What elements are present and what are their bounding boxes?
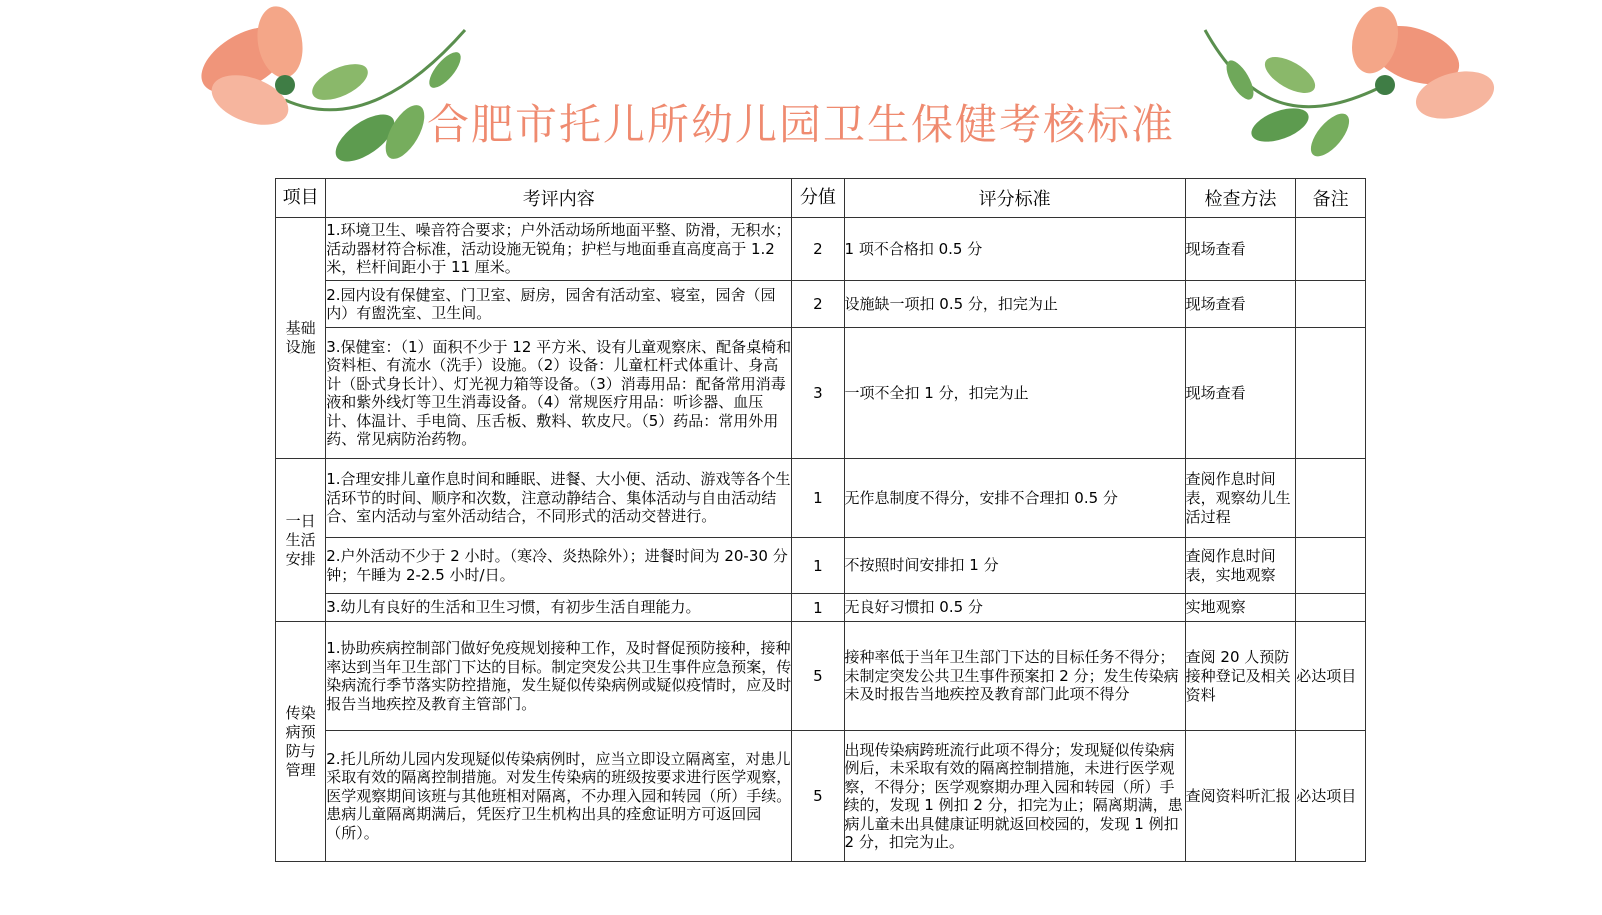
content-cell: 3.保健室：（1）面积不少于 12 平方米、设有儿童观察床、配备桌椅和资料柜、有流水（洗手）设施。（2）设备：儿童杠杆式体重计、身高计（卧式身长计）、灯光视力箱等设备。（3）消毒用品：配备常用消毒液和紫外线灯等卫生消毒设备。（4）常规医疗用品：听诊器、血压计、体温计、手电筒、压舌板、敷料、软皮尺。（5）药品：常用外用药、常见病防治药物。 — [326, 328, 792, 459]
criteria-cell: 接种率低于当年卫生部门下达的目标任务不得分；未制定突发公共卫生事件预案扣 2 分；发生传染病未及时报告当地疾控及教育部门此项不得分 — [844, 622, 1185, 731]
score-cell: 3 — [792, 328, 844, 459]
header-criteria: 评分标准 — [844, 179, 1185, 218]
criteria-cell: 1 项不合格扣 0.5 分 — [844, 218, 1185, 281]
method-cell: 实地观察 — [1185, 594, 1296, 622]
method-cell: 现场查看 — [1185, 218, 1296, 281]
criteria-cell: 设施缺一项扣 0.5 分，扣完为止 — [844, 281, 1185, 328]
content-cell: 2.户外活动不少于 2 小时。（寒冷、炎热除外）；进餐时间为 20-30 分钟；午睡为 2-2.5 小时/日。 — [326, 538, 792, 594]
score-cell: 1 — [792, 594, 844, 622]
note-cell — [1296, 328, 1366, 459]
content-cell: 1.环境卫生、噪音符合要求；户外活动场所地面平整、防滑，无积水；活动器材符合标准，活动设施无锐角；护栏与地面垂直高度高于 1.2 米，栏杆间距小于 11 厘米。 — [326, 218, 792, 281]
score-cell: 2 — [792, 218, 844, 281]
criteria-cell: 一项不全扣 1 分，扣完为止 — [844, 328, 1185, 459]
header-note: 备注 — [1296, 179, 1366, 218]
category-label: 一日生活安排 — [285, 511, 316, 568]
header-content: 考评内容 — [326, 179, 792, 218]
score-cell: 5 — [792, 622, 844, 731]
table-row — [276, 281, 1366, 328]
criteria-cell: 无良好习惯扣 0.5 分 — [844, 594, 1185, 622]
note-cell — [1296, 538, 1366, 594]
note-cell — [1296, 218, 1366, 281]
criteria-cell: 出现传染病跨班流行此项不得分；发现疑似传染病例后，未采取有效的隔离控制措施，未进行医学观察，不得分；医学观察期办理入园和转园（所）手续的，发现 1 例扣 2 分，扣完为止；隔离期满，患病儿童未出具健康证明就返回校园的，发现 1 例扣 2 分，扣完为止。 — [844, 731, 1185, 862]
criteria-cell: 无作息制度不得分，安排不合理扣 0.5 分 — [844, 459, 1185, 538]
method-cell: 查阅 20 人预防接种登记及相关资料 — [1185, 622, 1296, 731]
table-header-row — [276, 179, 1366, 218]
page-title: 合肥市托儿所幼儿园卫生保健考核标准 — [426, 100, 1175, 149]
table-row — [276, 218, 1366, 281]
table-row — [276, 622, 1366, 731]
table-row — [276, 538, 1366, 594]
table-row — [276, 594, 1366, 622]
table-row — [276, 328, 1366, 459]
category-cell — [276, 622, 326, 862]
category-label: 传染病预防与管理 — [285, 703, 316, 779]
score-cell: 2 — [792, 281, 844, 328]
note-cell — [1296, 281, 1366, 328]
note-cell — [1296, 594, 1366, 622]
category-label: 基础设施 — [285, 319, 316, 356]
content-cell: 3.幼儿有良好的生活和卫生习惯，有初步生活自理能力。 — [326, 594, 792, 622]
score-cell: 5 — [792, 731, 844, 862]
method-cell: 现场查看 — [1185, 281, 1296, 328]
content-cell: 1.合理安排儿童作息时间和睡眠、进餐、大小便、活动、游戏等各个生活环节的时间、顺序和次数，注意动静结合、集体活动与自由活动结合、室内活动与室外活动结合，不同形式的活动交替进行。 — [326, 459, 792, 538]
header-method: 检查方法 — [1185, 179, 1296, 218]
header-category: 项目 — [276, 179, 326, 218]
content-cell: 2.园内设有保健室、门卫室、厨房，园舍有活动室、寝室，园舍（园内）有盥洗室、卫生间。 — [326, 281, 792, 328]
note-cell — [1296, 459, 1366, 538]
content-cell: 2.托儿所幼儿园内发现疑似传染病例时，应当立即设立隔离室，对患儿采取有效的隔离控制措施。对发生传染病的班级按要求进行医学观察，医学观察期间该班与其他班相对隔离，不办理入园和转园（所）手续。患病儿童隔离期满后，凭医疗卫生机构出具的痊愈证明方可返回园（所）。 — [326, 731, 792, 862]
score-cell: 1 — [792, 538, 844, 594]
flower-branch-right-decoration — [1195, 0, 1515, 180]
flower-branch-left-decoration — [190, 0, 490, 180]
note-cell: 必达项目 — [1296, 731, 1366, 862]
score-cell: 1 — [792, 459, 844, 538]
table-row — [276, 731, 1366, 862]
table-row — [276, 459, 1366, 538]
category-cell — [276, 218, 326, 459]
assessment-table — [275, 178, 1366, 862]
criteria-cell: 不按照时间安排扣 1 分 — [844, 538, 1185, 594]
header-score: 分值 — [792, 179, 844, 218]
method-cell: 查阅资料听汇报 — [1185, 731, 1296, 862]
method-cell: 查阅作息时间表，实地观察 — [1185, 538, 1296, 594]
method-cell: 现场查看 — [1185, 328, 1296, 459]
method-cell: 查阅作息时间表，观察幼儿生活过程 — [1185, 459, 1296, 538]
note-cell: 必达项目 — [1296, 622, 1366, 731]
content-cell: 1.协助疾病控制部门做好免疫规划接种工作，及时督促预防接种，接种率达到当年卫生部门下达的目标。制定突发公共卫生事件应急预案，传染病流行季节落实防控措施，发生疑似传染病例或疑似疫情时，应及时报告当地疾控及教育主管部门。 — [326, 622, 792, 731]
category-cell — [276, 459, 326, 622]
